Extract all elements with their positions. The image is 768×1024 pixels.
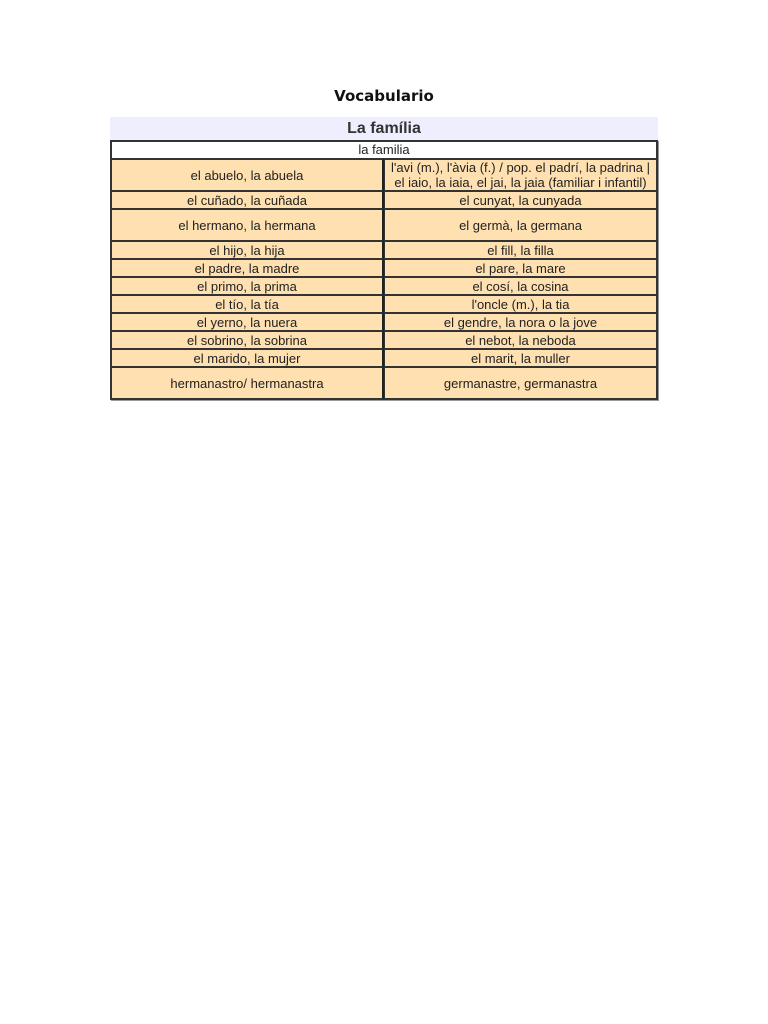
spanish-term: el primo, la prima [111, 277, 384, 295]
catalan-term: germanastre, germanastra [384, 367, 657, 399]
catalan-term: el nebot, la neboda [384, 331, 657, 349]
catalan-term: l'avi (m.), l'àvia (f.) / pop. el padrí, la padrina | el iaio, la iaia, el jai, la jaia (familiar i infantil) [384, 159, 657, 191]
catalan-term: el germà, la germana [384, 209, 657, 241]
table-subheader: la familia [111, 141, 657, 159]
table-row [111, 331, 657, 349]
vocabulary-table [110, 140, 658, 400]
catalan-term: el marit, la muller [384, 349, 657, 367]
table-row [111, 259, 657, 277]
spanish-term: el marido, la mujer [111, 349, 384, 367]
table-row [111, 241, 657, 259]
table-caption: La família [110, 117, 658, 140]
spanish-term: el hijo, la hija [111, 241, 384, 259]
spanish-term: el padre, la madre [111, 259, 384, 277]
table-row [111, 295, 657, 313]
spanish-term: el hermano, la hermana [111, 209, 384, 241]
table-row [111, 191, 657, 209]
spanish-term: el tío, la tía [111, 295, 384, 313]
table-row [111, 277, 657, 295]
table-row [111, 367, 657, 399]
table-row [111, 349, 657, 367]
spanish-term: el cuñado, la cuñada [111, 191, 384, 209]
table-subheader-row [111, 141, 657, 159]
catalan-term: el cosí, la cosina [384, 277, 657, 295]
spanish-term: el sobrino, la sobrina [111, 331, 384, 349]
spanish-term: el yerno, la nuera [111, 313, 384, 331]
catalan-term: el gendre, la nora o la jove [384, 313, 657, 331]
table-row [111, 313, 657, 331]
vocabulary-section [110, 117, 658, 400]
catalan-term: el cunyat, la cunyada [384, 191, 657, 209]
document-title: Vocabulario [334, 87, 434, 105]
table-row [111, 209, 657, 241]
catalan-term: l'oncle (m.), la tia [384, 295, 657, 313]
table-row [111, 159, 657, 191]
spanish-term: hermanastro/ hermanastra [111, 367, 384, 399]
catalan-term: el pare, la mare [384, 259, 657, 277]
catalan-term: el fill, la filla [384, 241, 657, 259]
spanish-term: el abuelo, la abuela [111, 159, 384, 191]
